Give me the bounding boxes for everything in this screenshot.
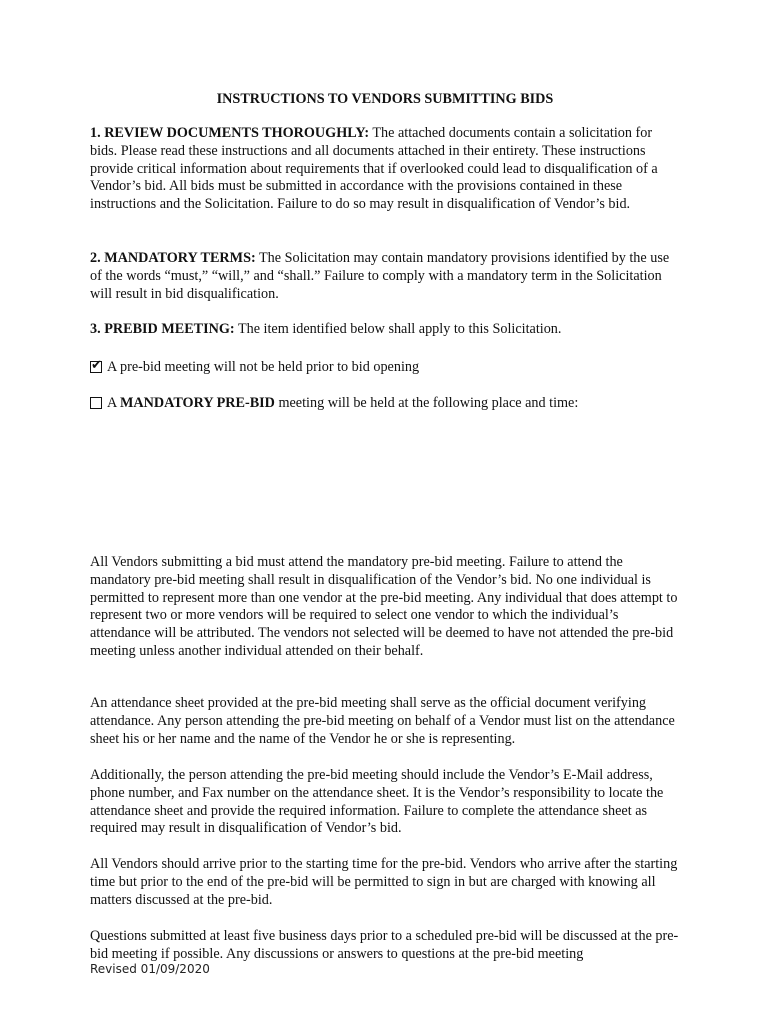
paragraph-arrival-time: All Vendors should arrive prior to the starting time for the pre-bid. Vendors who arrive after the starting time but prior to the end of the pre-bid will be permitted to sign in but are charged with knowing all matters discussed at the pre-bid. [90, 856, 678, 908]
section-heading: 1. REVIEW DOCUMENTS THOROUGHLY: [90, 125, 370, 141]
paragraph-attendance-requirement: All Vendors submitting a bid must attend the mandatory pre-bid meeting. Failure to attend the mandatory pre-bid meeting shall result in disqualification of the Vendor’s bid. No one individual is permitted to represent more than one vendor at the pre-bid meeting. Any individual that does attempt to represent two or more vendors will be required to select one vendor to which the individual’s attendance will be attributed. The vendors not selected will be deemed to have not attended the pre-bid meeting unless another individual attended on their behalf. [90, 554, 678, 659]
section-text: The attached documents contain a solicitation for bids. Please read these instructions and all documents attached in their entirety. These instructions provide critical information about requirements that if overlooked could lead to disqualification of a Vendor’s bid. All bids must be submitted in accordance with the provisions contained in these instructions and the Solicitation. Failure to do so may result in disqualification of Vendor’s bid. [90, 125, 658, 213]
section-heading: 2. MANDATORY TERMS: [90, 250, 256, 266]
section-heading: 3. PREBID MEETING: [90, 321, 235, 337]
paragraph-questions: Questions submitted at least five business days prior to a scheduled pre-bid will be discussed at the pre-bid meeting if possible. Any discussions or answers to questions at the pre-bid meeting [90, 928, 679, 962]
checkmark-icon: ✔ [91, 358, 102, 373]
section-text: The Solicitation may contain mandatory provisions identified by the use of the words “must,” “will,” and “shall.” Failure to comply with a mandatory term in the Solicitation will result in bid disqualification. [90, 250, 670, 302]
revision-date: Revised 01/09/2020 [90, 962, 210, 976]
paragraph-attendance-sheet: An attendance sheet provided at the pre-bid meeting shall serve as the official document verifying attendance. Any person attending the pre-bid meeting on behalf of a Vendor must list on the attendance sheet his or her name and the name of the Vendor he or she is representing. [90, 695, 675, 747]
section-mandatory-terms [90, 250, 682, 303]
option-no-prebid-meeting[interactable] [90, 358, 682, 376]
checkbox-checked[interactable] [90, 358, 102, 373]
section-text: The item identified below shall apply to this Solicitation. [234, 321, 562, 337]
paragraph-contact-info: Additionally, the person attending the pre-bid meeting should include the Vendor’s E-Mail address, phone number, and Fax number on the attendance sheet. It is the Vendor’s responsibility to locate the attendance sheet and provide the required information. Failure to complete the attendance sheet as required may result in disqualification of Vendor’s bid. [90, 767, 664, 837]
option-label [107, 394, 578, 412]
section-review-documents [90, 125, 682, 214]
option-mandatory-prebid[interactable] [90, 394, 682, 412]
section-prebid-meeting [90, 321, 682, 339]
document-title: INSTRUCTIONS TO VENDORS SUBMITTING BIDS [216, 91, 554, 107]
checkbox-unchecked[interactable] [90, 397, 102, 409]
option-label-prefix: A [107, 395, 121, 411]
option-label-suffix: meeting will be held at the following place and time: [274, 395, 579, 411]
option-label: A pre-bid meeting will not be held prior to bid opening [107, 359, 420, 375]
option-label-bold: MANDATORY PRE-BID [120, 395, 275, 411]
